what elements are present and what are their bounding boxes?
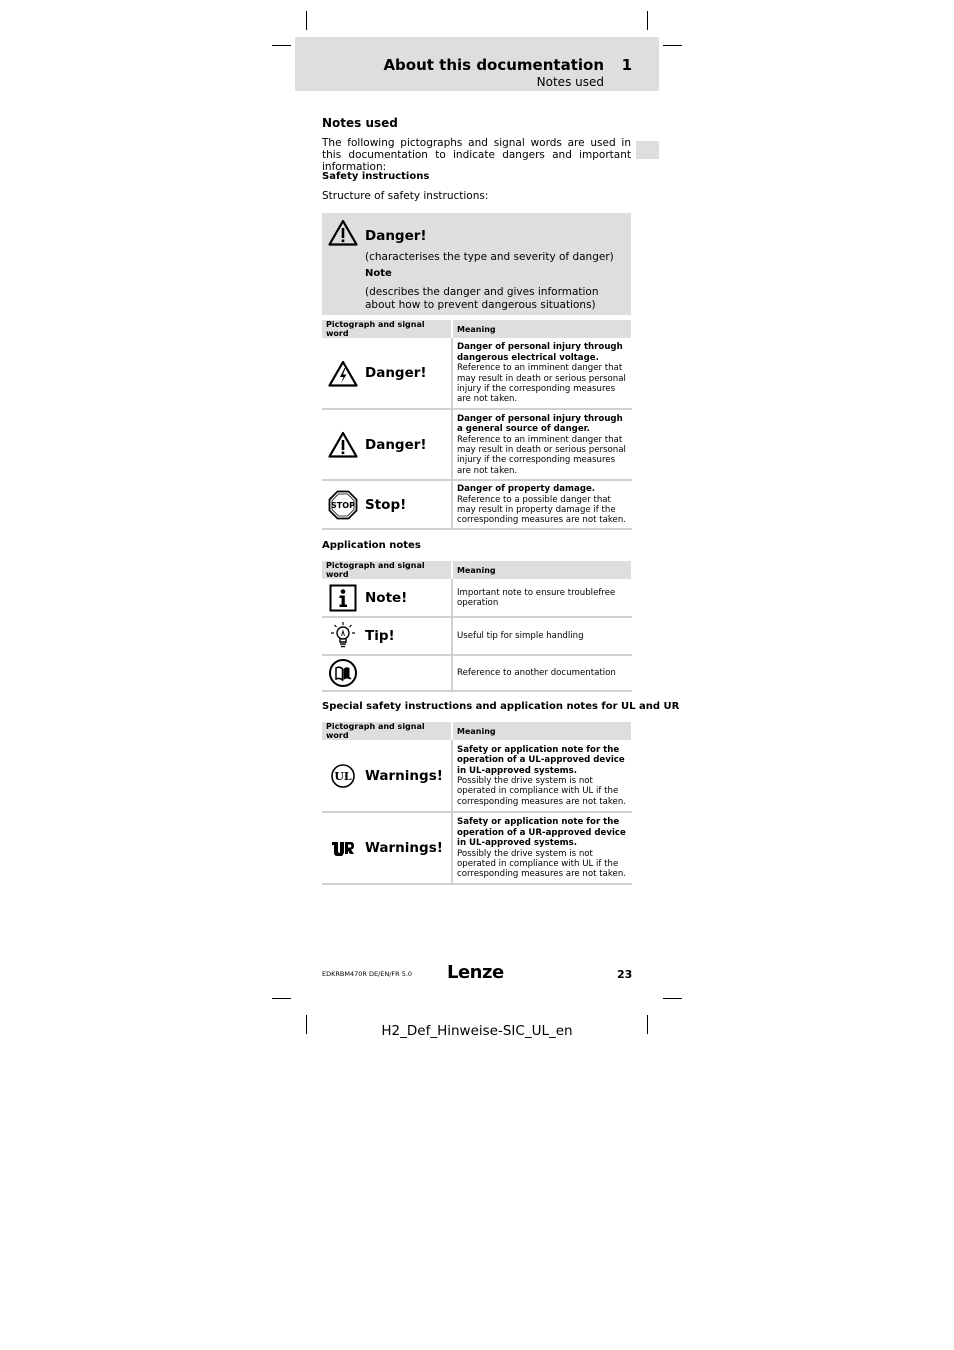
danger-box-title: Danger! [365, 228, 427, 244]
meaning-text: Reference to a possible danger that may result in property damage if the corresponding measures are not taken. [457, 494, 627, 526]
info-icon [327, 582, 359, 614]
table-header-row [322, 320, 632, 338]
danger-box-line2: (describes the danger and gives information about how to prevent dangerous situations) [365, 286, 599, 311]
signal-word: Danger! [365, 365, 427, 381]
safety-table [322, 320, 633, 530]
table-row [322, 812, 632, 884]
svg-text:STOP: STOP [331, 500, 355, 510]
intro-paragraph: The following pictographs and signal words are used in this documentation to indicate dangers and important information: [322, 137, 631, 173]
crop-mark [306, 11, 307, 30]
meaning-bold: Danger of personal injury through a general source of danger. [457, 413, 623, 435]
lightbulb-icon [327, 620, 359, 652]
danger-box-note-label: Note [365, 268, 392, 279]
crop-mark [663, 998, 682, 999]
crop-mark [663, 45, 682, 46]
ul-mark-icon [327, 760, 359, 792]
document-code: EDKRBM470R DE/EN/FR 5.0 [322, 970, 413, 978]
chapter-number: 1 [621, 56, 632, 74]
meaning-text: Useful tip for simple handling [452, 617, 632, 655]
meaning-bold: Danger of personal injury through dangerous electrical voltage. [457, 342, 623, 363]
signal-word: Danger! [365, 436, 427, 453]
column-header: Pictograph and signal word [322, 722, 452, 740]
application-heading: Application notes [322, 540, 421, 551]
page-title: About this documentation [383, 56, 604, 74]
table-row [322, 740, 632, 812]
special-table [322, 722, 633, 885]
page-number: 23 [617, 968, 633, 981]
meaning-text: Reference to an imminent danger that may result in death or serious personal injury if the corresponding measures are not taken. [457, 363, 626, 405]
safety-heading: Safety instructions [322, 171, 430, 182]
crop-mark [272, 45, 291, 46]
electrical-danger-icon [327, 357, 359, 389]
column-header: Meaning [452, 320, 632, 338]
table-row [322, 617, 632, 655]
section-title: Notes used [322, 116, 398, 130]
header-band [295, 37, 659, 91]
signal-word: Warnings! [365, 840, 443, 856]
table-header-row [322, 561, 632, 579]
column-header: Pictograph and signal word [322, 320, 452, 338]
table-header-row [322, 722, 632, 740]
reference-book-icon [327, 657, 359, 689]
danger-structure-box [322, 213, 631, 315]
signal-word: Stop! [365, 496, 407, 513]
column-header: Meaning [452, 561, 632, 579]
meaning-bold: Safety or application note for the operation of a UL-approved device in UL-approved systems. [457, 744, 625, 776]
file-label: H2_Def_Hinweise-SIC_UL_en [381, 1023, 573, 1039]
table-row [322, 480, 632, 529]
page-subtitle: Notes used [536, 75, 604, 89]
side-tab-marker [636, 141, 659, 159]
meaning-bold: Safety or application note for the operation of a UR-approved device in UL-approved systems. [457, 817, 626, 849]
meaning-text: Possibly the drive system is not operated in compliance with UL if the corresponding measures are not taken. [457, 776, 627, 807]
signal-word: Warnings! [365, 767, 443, 784]
special-heading: Special safety instructions and application notes for UL and UR [322, 701, 680, 712]
crop-mark [647, 11, 648, 30]
column-header: Pictograph and signal word [322, 561, 452, 579]
table-row [322, 409, 632, 480]
warning-triangle-icon [328, 219, 358, 250]
table-row [322, 338, 632, 409]
meaning-text: Reference to another documentation [452, 655, 632, 691]
meaning-bold: Danger of property damage. [457, 484, 596, 495]
danger-box-line1: (characterises the type and severity of danger) [365, 251, 614, 263]
warning-triangle-icon [327, 429, 359, 461]
table-row [322, 655, 632, 691]
svg-text:UL: UL [334, 769, 352, 783]
structure-text: Structure of safety instructions: [322, 190, 489, 202]
meaning-text: Reference to an imminent danger that may result in death or serious personal injury if the corresponding measures are not taken. [457, 434, 626, 476]
meaning-text: Possibly the drive system is not operated in compliance with UL if the corresponding measures are not taken. [457, 848, 627, 880]
ur-mark-icon [327, 832, 359, 864]
application-table [322, 561, 633, 692]
lenze-logo: Lenze [447, 962, 504, 983]
stop-sign-icon [327, 489, 359, 521]
crop-mark [272, 998, 291, 999]
table-row [322, 579, 632, 617]
meaning-text: Important note to ensure troublefree operation [452, 579, 632, 617]
column-header: Meaning [452, 722, 632, 740]
signal-word: Note! [365, 589, 408, 606]
signal-word: Tip! [365, 628, 395, 644]
